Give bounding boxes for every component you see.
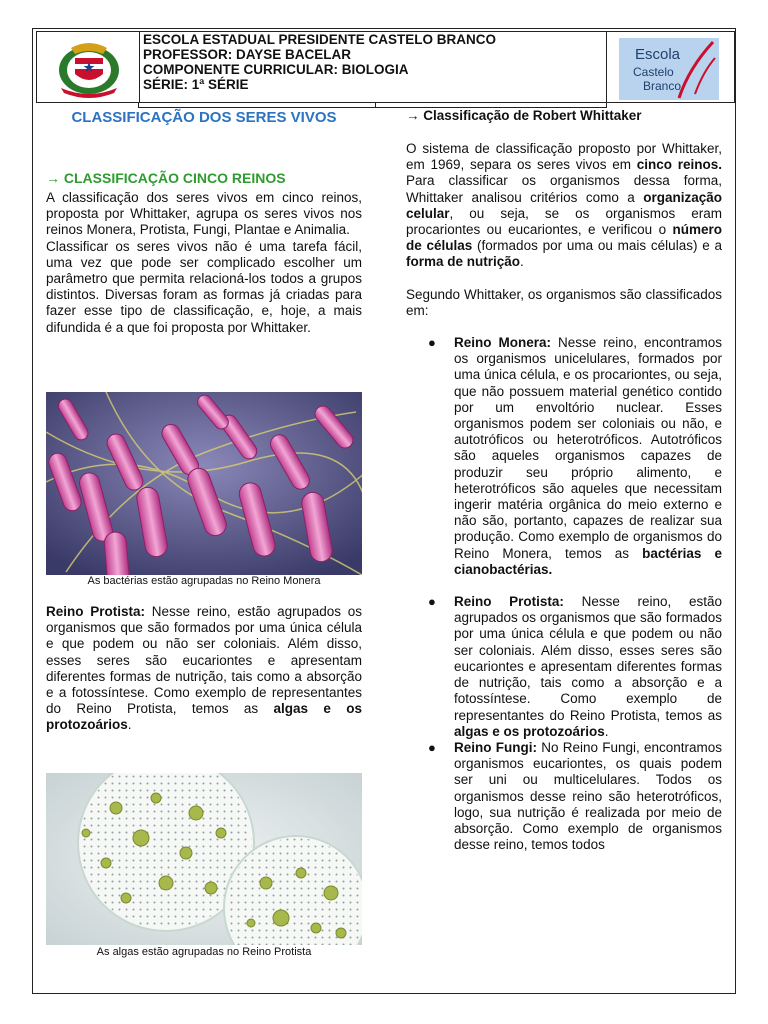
header-text — [143, 32, 496, 92]
p1-bold-organizacao: organização celular — [406, 189, 722, 221]
school-logo — [619, 38, 719, 100]
algae-illustration — [46, 773, 362, 945]
bullet-icon: ● — [428, 335, 436, 351]
bullet-icon: ● — [428, 739, 436, 755]
logo-word-escola: Escola — [635, 46, 681, 63]
subject: COMPONENTE CURRICULAR: BIOLOGIA — [143, 62, 409, 77]
bullet-icon: ● — [428, 594, 436, 610]
p1-part-c: Para classificar os organismos dessa forma, Whittaker analisou critérios como a — [406, 173, 722, 205]
protista-block-left — [46, 604, 362, 734]
monera-text: Nesse reino, encontramos os organismos unicelulares, formados por uma única célula, e os procariontes, ou seja, que não possuem material genético contido por um envoltório nuclear. Esses organismos podem ser coloniais ou não, e autotróficos ou heterotróficos. Autotróficos são aqueles organismos capazes de produzir seu próprio alimento, e heterotróficos são aqueles que necessitam ingerir matéria orgânica do meio externo e não são, portanto, capazes de realizar sua produção. Como exemplo de organismos do Reino Monera, temos as — [454, 335, 722, 561]
algae-image — [46, 773, 362, 945]
p1-part-i: . — [520, 254, 524, 270]
monera-label: Reino Monera: — [454, 335, 551, 351]
list-item-monera — [406, 335, 722, 578]
school-name: ESCOLA ESTADUAL PRESIDENTE CASTELO BRANCO — [143, 32, 497, 47]
fungi-paragraph — [454, 740, 722, 853]
header-seal-cell — [37, 32, 140, 102]
kingdom-list — [406, 335, 722, 853]
state-seal-icon — [51, 38, 127, 98]
protista-end-left: . — [127, 717, 132, 733]
intro-block — [46, 190, 362, 336]
protista-label-left: Reino Protista: — [46, 604, 146, 619]
fungi-text: No Reino Fungi, encontramos organismos eucariontes, os quais podem ser uni ou multicelulares. Todos os organismos desse reino são heterotróficos, logo, sua nutrição é realizada por meio de absorção. Como exemplo de organismos desse reino, temos todos — [454, 739, 722, 853]
p1-bold-forma: forma de nutrição — [406, 254, 521, 270]
header-box — [36, 31, 735, 103]
logo-word-castelo: Castelo — [633, 65, 674, 79]
protista-bold-left: algas e os protozoários — [46, 701, 362, 733]
p1-bold-numero: número de células — [406, 222, 722, 254]
grade: SÉRIE: 1ª SÉRIE — [143, 77, 249, 92]
header-logo-cell — [606, 32, 734, 102]
p1-part-a: O sistema de classificação proposto por Whittaker, em 1969, separa os seres vivos em — [406, 141, 722, 173]
algae-caption: As algas estão agrupadas no Reino Protista — [96, 946, 312, 958]
p1-bold-cinco-reinos: cinco reinos. — [636, 157, 722, 173]
fungi-label: Reino Fungi: — [454, 739, 537, 755]
page-title: CLASSIFICAÇÃO DOS SERES VIVOS — [71, 109, 337, 126]
classification-intro: Segundo Whittaker, os organismos são classificados em: — [406, 286, 722, 318]
monera-bold: bactérias e cianobactérias. — [454, 545, 722, 577]
protista-bold-right: algas e os protozoários — [454, 723, 605, 739]
whittaker-title: → Classificação de Robert Whittaker — [406, 108, 642, 123]
protista-paragraph-left — [46, 604, 362, 734]
section-subtitle: → CLASSIFICAÇÃO CINCO REINOS — [46, 170, 286, 186]
protista-paragraph-right — [454, 594, 722, 740]
protista-end-right: . — [604, 723, 609, 739]
protista-text-right: Nesse reino, estão agrupados os organismos que são formados por uma única célula e que podem ou não ser coloniais. Além disso, esses seres são eucariontes e apresentam diferentes formas de nutrição, tais como a absorção e a fotossíntese. Como exemplo de representantes do Reino Protista, temos as — [454, 594, 723, 723]
intro-paragraph-2: Classificar os seres vivos não é uma tarefa fácil, uma vez que pode ser complicado escolher um parâmetro que permita relacioná-los todos a grupos distintos. Diversas foram as formas já criadas para fazer esse tipo de classificação, e, hoje, a mais difundida é a que foi proposta por Whittaker. — [46, 238, 362, 335]
whittaker-paragraph — [406, 141, 722, 271]
bacteria-image — [46, 392, 362, 575]
protista-label-right: Reino Protista: — [454, 594, 564, 610]
p1-part-g: (formados por uma ou mais células) e a — [472, 238, 722, 254]
list-item-protista — [406, 594, 722, 740]
teacher-name: PROFESSOR: DAYSE BACELAR — [143, 47, 352, 62]
protista-text-left: Nesse reino, estão agrupados os organismos que são formados por uma única célula e que podem ou não ser coloniais. Além disso, esses seres são eucariontes e apresentam diferentes formas de nutrição, tais como a absorção e a fotossíntese. Como exemplo de representantes do Reino Protista, temos as — [46, 604, 362, 717]
intro-paragraph-1: A classificação dos seres vivos em cinco reinos, proposta por Whittaker, agrupa os seres vivos nos reinos Monera, Protista, Fungi, Plantae e Animalia. — [46, 190, 362, 238]
bacteria-illustration — [46, 392, 362, 575]
monera-paragraph — [454, 335, 722, 578]
bacteria-caption: As bactérias estão agrupadas no Reino Monera — [87, 575, 321, 587]
list-item-fungi — [406, 740, 722, 853]
p1-part-e: , ou seja, se os organismos eram procariontes ou eucariontes, e verificou o — [406, 205, 722, 238]
whittaker-block — [406, 141, 722, 853]
logo-word-branco: Branco — [643, 79, 682, 93]
